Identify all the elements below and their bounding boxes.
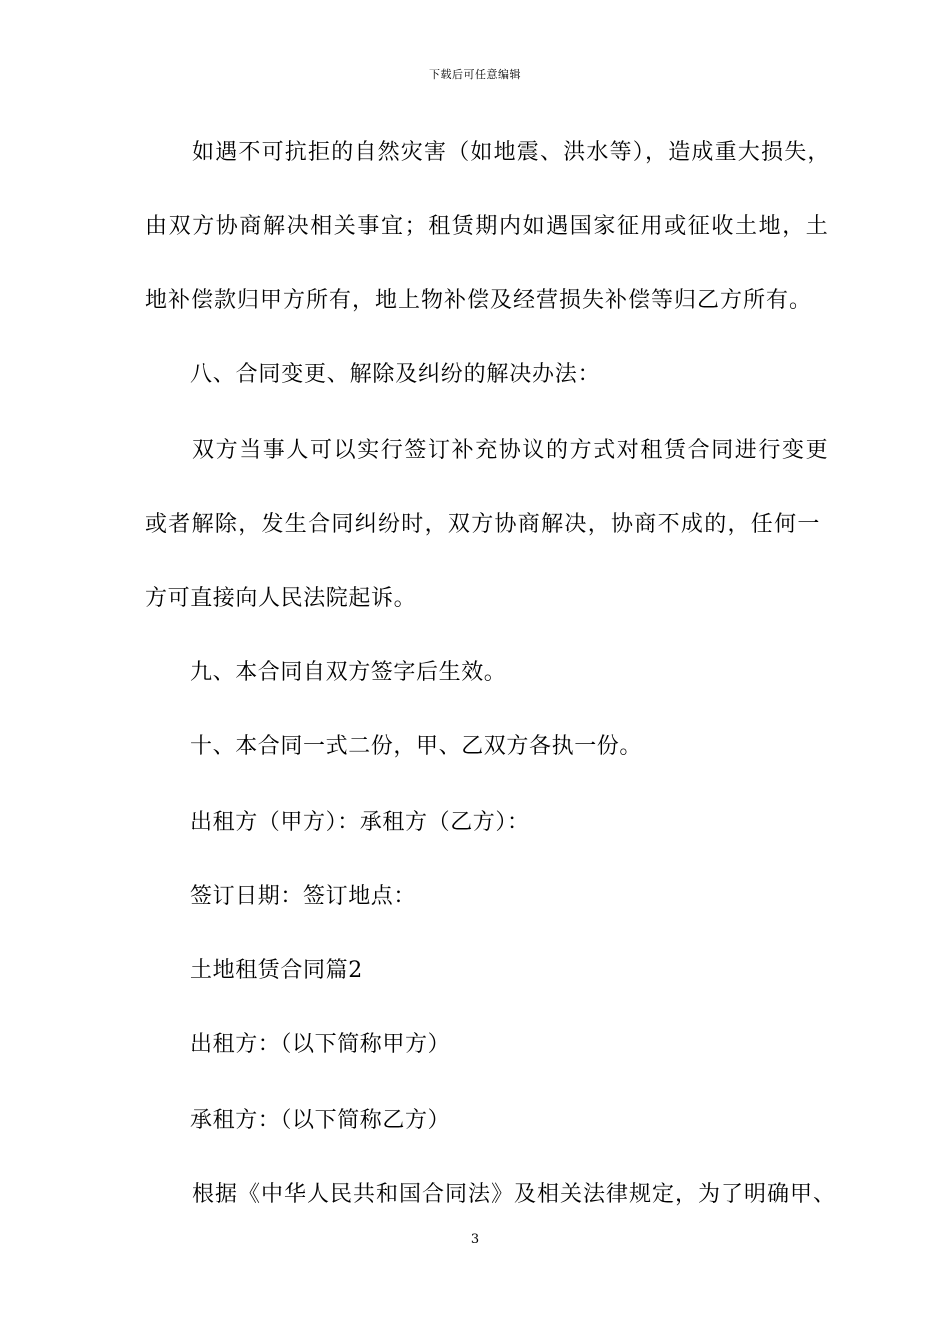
sign-date-place-line: 签订日期：签订地点： bbox=[190, 884, 417, 909]
contract-title-2: 土地租赁合同篇2 bbox=[190, 958, 363, 983]
paragraph-line-7: 方可直接向人民法院起诉。 bbox=[145, 586, 417, 611]
section-heading-9: 九、本合同自双方签字后生效。 bbox=[190, 660, 507, 685]
page-number: 3 bbox=[470, 1232, 480, 1247]
party-line: 出租方（甲方）：承租方（乙方）： bbox=[190, 810, 530, 835]
paragraph-line-2: 由双方协商解决相关事宜；租赁期内如遇国家征用或征收土地，土 bbox=[145, 214, 830, 239]
lessee-line: 承租方：（以下简称乙方） bbox=[190, 1108, 451, 1133]
section-heading-10: 十、本合同一式二份，甲、乙双方各执一份。 bbox=[190, 734, 643, 759]
section-heading-8: 八、合同变更、解除及纠纷的解决办法： bbox=[190, 362, 601, 387]
paragraph-line-15: 根据《中华人民共和国合同法》及相关法律规定，为了明确甲、 bbox=[192, 1182, 837, 1207]
paragraph-line-6: 或者解除，发生合同纠纷时，双方协商解决，协商不成的，任何一 bbox=[145, 512, 821, 537]
paragraph-line-3: 地补偿款归甲方所有，地上物补偿及经营损失补偿等归乙方所有。 bbox=[145, 288, 813, 313]
lessor-line: 出租方：（以下简称甲方） bbox=[190, 1032, 451, 1057]
paragraph-line-5: 双方当事人可以实行签订补充协议的方式对租赁合同进行变更 bbox=[192, 438, 830, 463]
paragraph-line-1: 如遇不可抗拒的自然灾害（如地震、洪水等），造成重大损失， bbox=[192, 140, 831, 165]
header-note: 下载后可任意编辑 bbox=[429, 68, 521, 81]
